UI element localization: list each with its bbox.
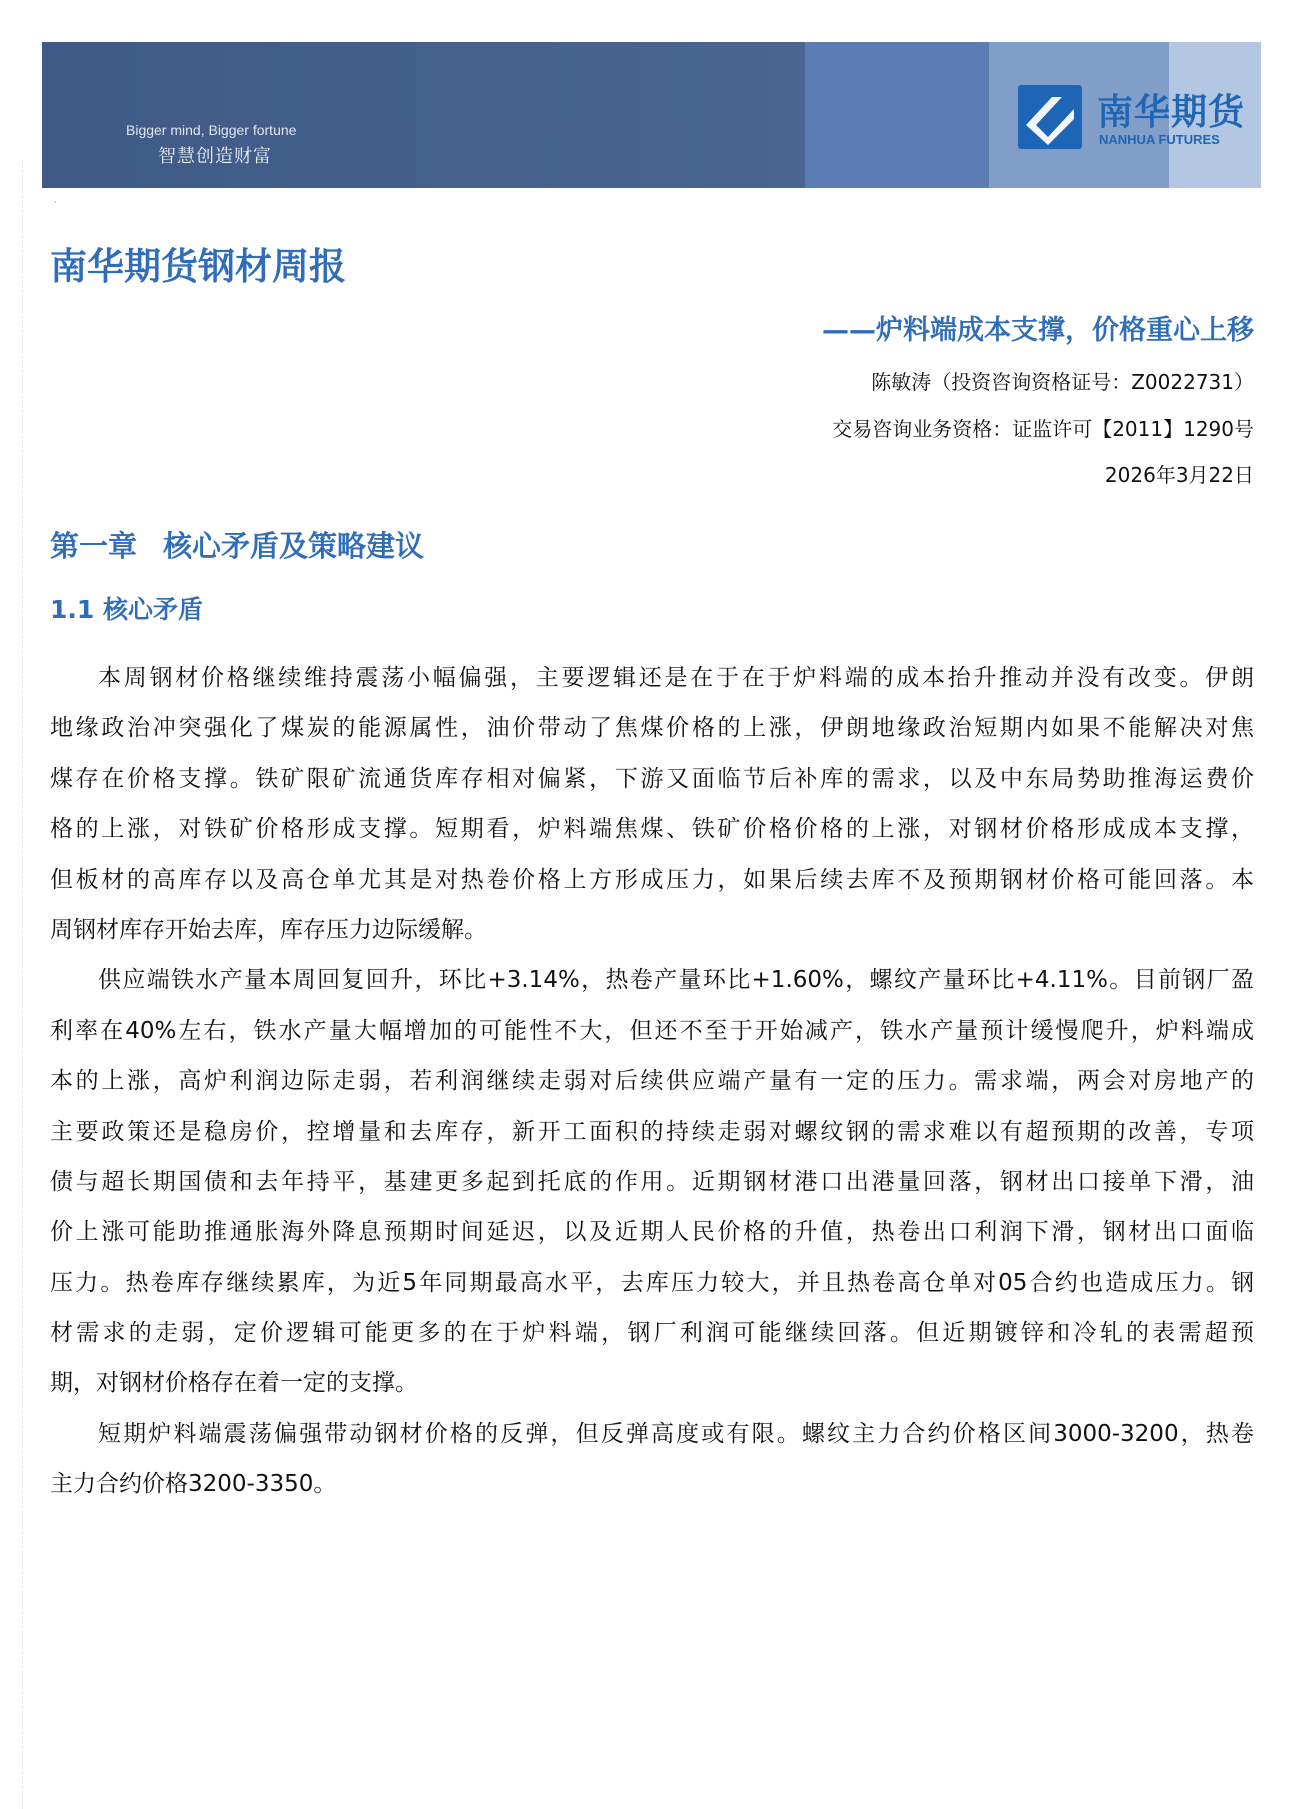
license-line: 交易咨询业务资格：证监许可【2011】1290号 <box>832 417 1254 441</box>
paragraph-line: 但板材的高库存以及高仓单尤其是对热卷价格上方形成压力，如果后续去库不及预期钢材价格可能回落。本 <box>50 866 1254 893</box>
section-heading: 1.1 核心矛盾 <box>50 595 203 624</box>
logo-text-english: NANHUA FUTURES <box>1099 132 1220 147</box>
paragraph-line: 主要政策还是稳房价，控增量和去库存，新开工面积的持续走弱对螺纹钢的需求难以有超预期的改善，专项 <box>50 1118 1254 1145</box>
paragraph-line: 利率在40%左右，铁水产量大幅增加的可能性不大，但还不至于开始减产，铁水产量预计缓慢爬升，炉料端成 <box>50 1017 1254 1044</box>
paragraph-line: 压力。热卷库存继续累库，为近5年同期最高水平，去库压力较大，并且热卷高仓单对05合约也造成压力。钢 <box>50 1269 1254 1296</box>
paragraph-line: 价上涨可能助推通胀海外降息预期时间延迟，以及近期人民价格的升值，热卷出口利润下滑，钢材出口面临 <box>50 1219 1254 1246</box>
report-date: 2026年3月22日 <box>1104 463 1254 487</box>
tagline-english: Bigger mind, Bigger fortune <box>126 122 297 138</box>
paragraph-line: 本的上涨，高炉利润边际走弱，若利润继续走弱对后续供应端产量有一定的压力。需求端，两会对房地产的 <box>50 1068 1254 1095</box>
paragraph-line: 短期炉料端震荡偏强带动钢材价格的反弹，但反弹高度或有限。螺纹主力合约价格区间3000-3200，热卷 <box>98 1420 1254 1447</box>
chapter-number: 第一章 <box>50 529 138 563</box>
report-subtitle: ——炉料端成本支撑，价格重心上移 <box>822 315 1254 346</box>
chapter-heading <box>50 524 424 565</box>
paragraph-line: 期，对钢材价格存在着一定的支撑。 <box>50 1370 418 1397</box>
paragraph-line: 煤存在价格支撑。铁矿限矿流通货库存相对偏紧，下游又面临节后补库的需求，以及中东局势助推海运费价 <box>50 765 1254 792</box>
paragraph-line: 格的上涨，对铁矿价格形成支撑。短期看，炉料端焦煤、铁矿价格价格的上涨，对钢材价格形成成本支撑， <box>50 816 1254 843</box>
nanhua-logo-icon <box>1018 85 1082 149</box>
banner-stripe <box>805 42 989 188</box>
logo-text-chinese: 南华期货 <box>1097 92 1246 133</box>
report-title: 南华期货钢材周报 <box>50 245 346 288</box>
paragraph-line: 供应端铁水产量本周回复回升，环比+3.14%，热卷产量环比+1.60%，螺纹产量环比+4.11%。目前钢厂盈 <box>98 967 1254 994</box>
tagline-chinese: 智慧创造财富 <box>158 146 272 167</box>
paragraph-line: 地缘政治冲突强化了煤炭的能源属性，油价带动了焦煤价格的上涨，伊朗地缘政治短期内如果不能解决对焦 <box>50 715 1254 742</box>
paragraph-line: 债与超长期国债和去年持平，基建更多起到托底的作用。近期钢材港口出港量回落，钢材出口接单下滑，油 <box>50 1168 1254 1195</box>
paragraph-line: 材需求的走弱，定价逻辑可能更多的在于炉料端，钢厂利润可能继续回落。但近期镀锌和冷轧的表需超预 <box>50 1320 1254 1347</box>
chapter-title: 核心矛盾及策略建议 <box>163 529 425 563</box>
header-banner <box>42 42 1261 188</box>
paragraph-line: 周钢材库存开始去库，库存压力边际缓解。 <box>50 916 487 943</box>
author-line: 陈敏涛（投资咨询资格证号：Z0022731） <box>871 370 1254 394</box>
stray-mark: · <box>54 198 57 207</box>
report-body <box>50 658 1254 1515</box>
paragraph-line: 本周钢材价格继续维持震荡小幅偏强，主要逻辑还是在于在于炉料端的成本抬升推动并没有改变。伊朗 <box>98 665 1254 691</box>
paragraph-line: 主力合约价格3200-3350。 <box>50 1471 337 1498</box>
page-margin-guide <box>22 160 23 1809</box>
